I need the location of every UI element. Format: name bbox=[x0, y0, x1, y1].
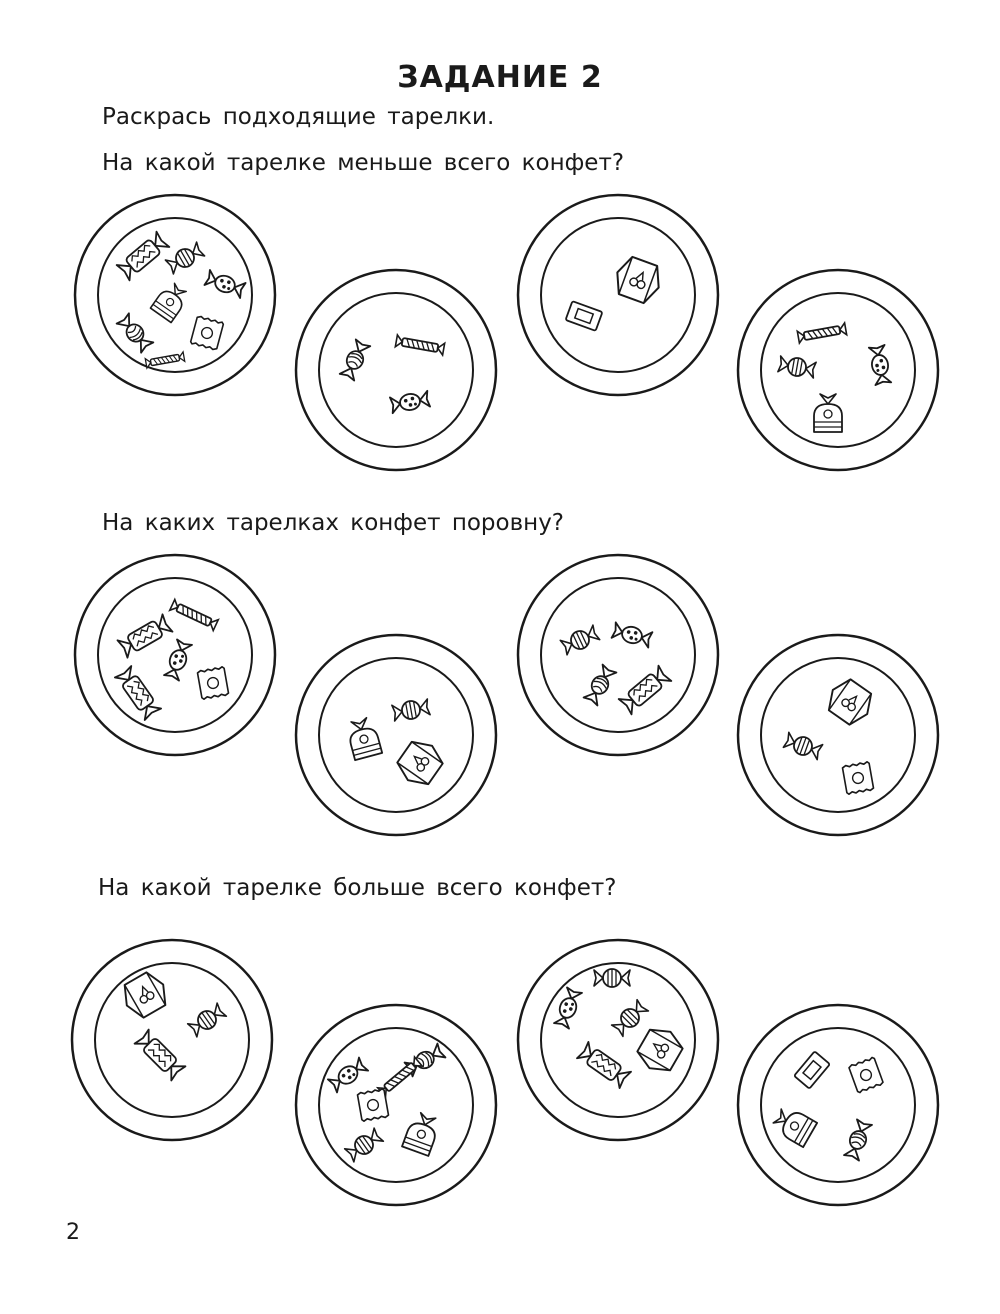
plate-row-1 bbox=[75, 195, 938, 470]
plate[interactable] bbox=[75, 555, 275, 755]
plate[interactable] bbox=[738, 1005, 938, 1205]
task-title: ЗАДАНИЕ 2 bbox=[397, 60, 603, 95]
candy-icon bbox=[842, 761, 874, 794]
candy-icon bbox=[357, 1088, 389, 1121]
question-fewest: На какой тарелке меньше всего конфет? bbox=[102, 150, 625, 176]
plate[interactable] bbox=[738, 635, 938, 835]
plate[interactable] bbox=[296, 270, 496, 470]
plate[interactable] bbox=[296, 635, 496, 835]
plate-row-3 bbox=[72, 940, 938, 1205]
plate[interactable] bbox=[518, 940, 718, 1140]
question-most: На какой тарелке больше всего конфет? bbox=[98, 875, 617, 901]
plate-row-2 bbox=[75, 555, 938, 835]
candy-icon bbox=[197, 666, 229, 699]
plate[interactable] bbox=[518, 555, 718, 755]
plate[interactable] bbox=[72, 940, 272, 1140]
plate[interactable] bbox=[75, 195, 275, 395]
plate[interactable] bbox=[518, 195, 718, 395]
plate[interactable] bbox=[296, 1005, 496, 1205]
plate[interactable] bbox=[738, 270, 938, 470]
instruction-text: Раскрась подходящие тарелки. bbox=[102, 104, 495, 130]
page-number: 2 bbox=[66, 1220, 80, 1245]
question-equal: На каких тарелках конфет поровну? bbox=[102, 510, 565, 536]
